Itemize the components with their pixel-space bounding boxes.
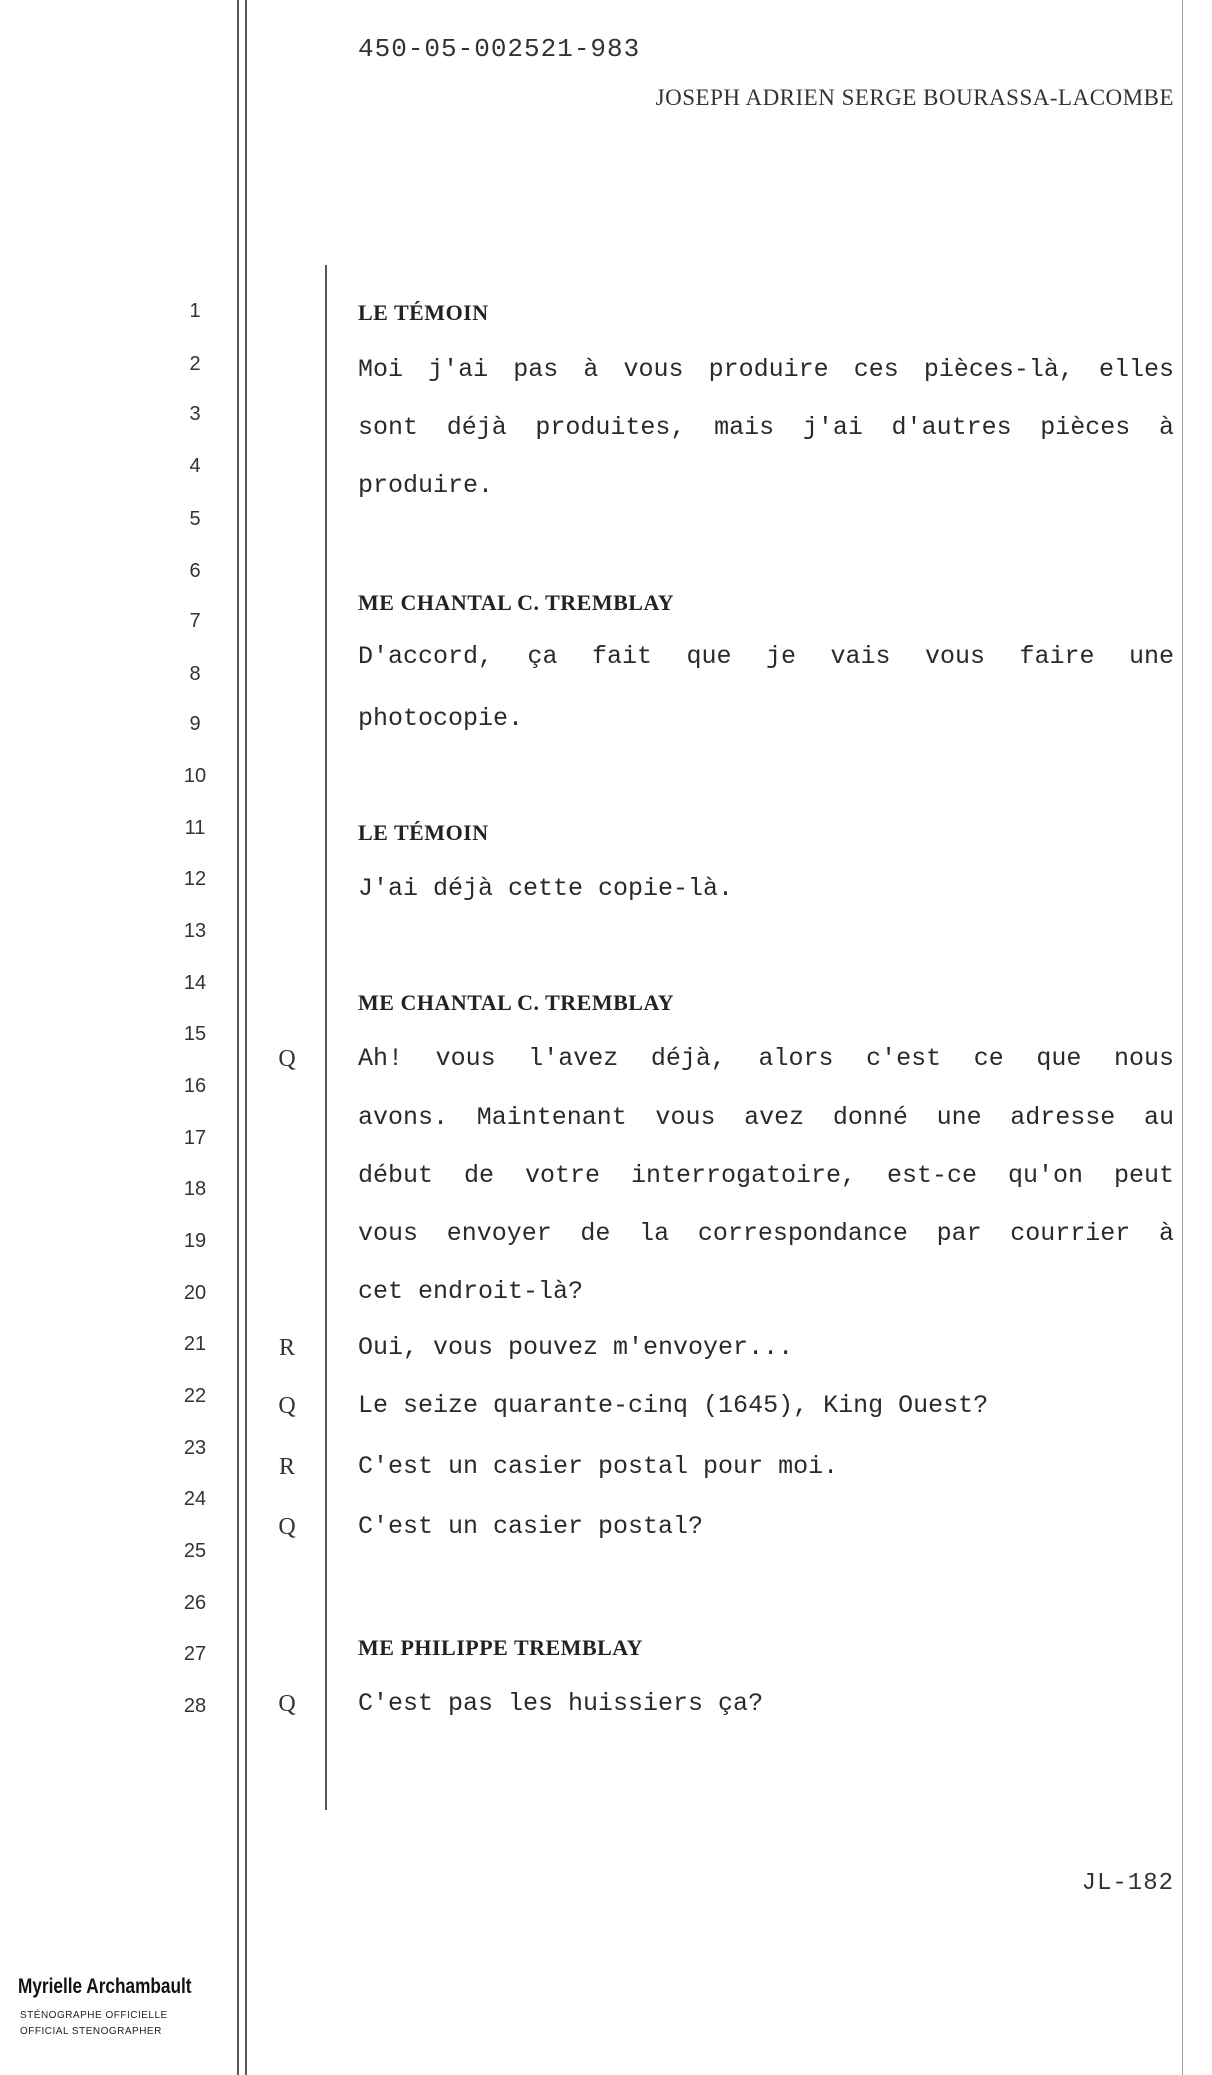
line-number: 21: [183, 1333, 207, 1355]
transcript-line: D'accord, ça fait que je vais vous faire une: [358, 642, 1174, 671]
line-number: 3: [189, 403, 201, 425]
speaker-label: LE TÉMOIN: [358, 300, 489, 325]
question-marker: Q: [278, 1046, 296, 1072]
line-number: 17: [183, 1127, 207, 1149]
transcript-line: début de votre interrogatoire, est-ce qu'on peut: [358, 1161, 1174, 1190]
transcript-line: Oui, vous pouvez m'envoyer...: [358, 1333, 794, 1362]
line-number: 25: [183, 1540, 207, 1562]
line-number: 14: [183, 972, 207, 994]
transcript-line: vous envoyer de la correspondance par courrier à: [358, 1219, 1174, 1248]
line-number: 8: [189, 663, 201, 685]
line-number: 9: [189, 713, 201, 735]
witness-name: JOSEPH ADRIEN SERGE BOURASSA-LACOMBE: [655, 85, 1174, 110]
line-number: 23: [183, 1437, 207, 1459]
stenographer-title-en: OFFICIAL STENOGRAPHER: [20, 2026, 162, 2037]
line-number: 10: [183, 765, 207, 787]
transcript-line: C'est pas les huissiers ça?: [358, 1689, 764, 1718]
text-column-rule: [325, 265, 327, 1810]
stenographer-name: Myrielle Archambault: [18, 1975, 192, 1998]
question-marker: Q: [278, 1514, 296, 1540]
right-margin-rule: [1182, 0, 1183, 2075]
transcript-line: sont déjà produites, mais j'ai d'autres pièces à: [358, 413, 1174, 442]
page-id: JL-182: [1081, 1870, 1174, 1897]
transcript-line: produire.: [358, 471, 494, 500]
line-number: 15: [183, 1023, 207, 1045]
line-number: 18: [183, 1178, 207, 1200]
transcript-line: C'est un casier postal?: [358, 1512, 704, 1541]
line-number: 7: [189, 610, 201, 632]
transcript-line: Moi j'ai pas à vous produire ces pièces-là, elles: [358, 355, 1174, 384]
line-number: 22: [183, 1385, 207, 1407]
transcript-line: photocopie.: [358, 704, 524, 733]
stenographer-title-fr: STÉNOGRAPHE OFFICIELLE: [20, 2010, 168, 2021]
transcript-line: cet endroit-là?: [358, 1277, 584, 1306]
line-number: 5: [189, 508, 201, 530]
question-marker: Q: [278, 1691, 296, 1717]
line-number: 13: [183, 920, 207, 942]
transcript-line: J'ai déjà cette copie-là.: [358, 874, 734, 903]
line-number: 28: [183, 1695, 207, 1717]
answer-marker: R: [278, 1454, 295, 1480]
line-number: 12: [183, 868, 207, 890]
line-number: 26: [183, 1592, 207, 1614]
line-number: 19: [183, 1230, 207, 1252]
line-number: 27: [183, 1643, 207, 1665]
line-number: 20: [183, 1282, 207, 1304]
speaker-label: ME PHILIPPE TREMBLAY: [358, 1635, 644, 1660]
line-number: 1: [189, 300, 201, 322]
left-margin-rule-inner: [245, 0, 247, 2075]
speaker-label: ME CHANTAL C. TREMBLAY: [358, 590, 675, 615]
left-margin-rule-outer: [237, 0, 239, 2075]
question-marker: Q: [278, 1393, 296, 1419]
transcript-line: Ah! vous l'avez déjà, alors c'est ce que nous: [358, 1044, 1174, 1073]
case-number: 450-05-002521-983: [358, 34, 641, 64]
transcript-line: Le seize quarante-cinq (1645), King Ouest?: [358, 1391, 989, 1420]
answer-marker: R: [278, 1335, 295, 1361]
line-number: 6: [189, 560, 201, 582]
line-number: 11: [184, 817, 206, 839]
transcript-line: C'est un casier postal pour moi.: [358, 1452, 839, 1481]
line-number: 2: [189, 353, 201, 375]
speaker-label: ME CHANTAL C. TREMBLAY: [358, 990, 675, 1015]
line-number: 4: [189, 455, 201, 477]
transcript-line: avons. Maintenant vous avez donné une adresse au: [358, 1103, 1174, 1132]
line-number: 24: [183, 1488, 207, 1510]
speaker-label: LE TÉMOIN: [358, 820, 489, 845]
line-number: 16: [183, 1075, 207, 1097]
